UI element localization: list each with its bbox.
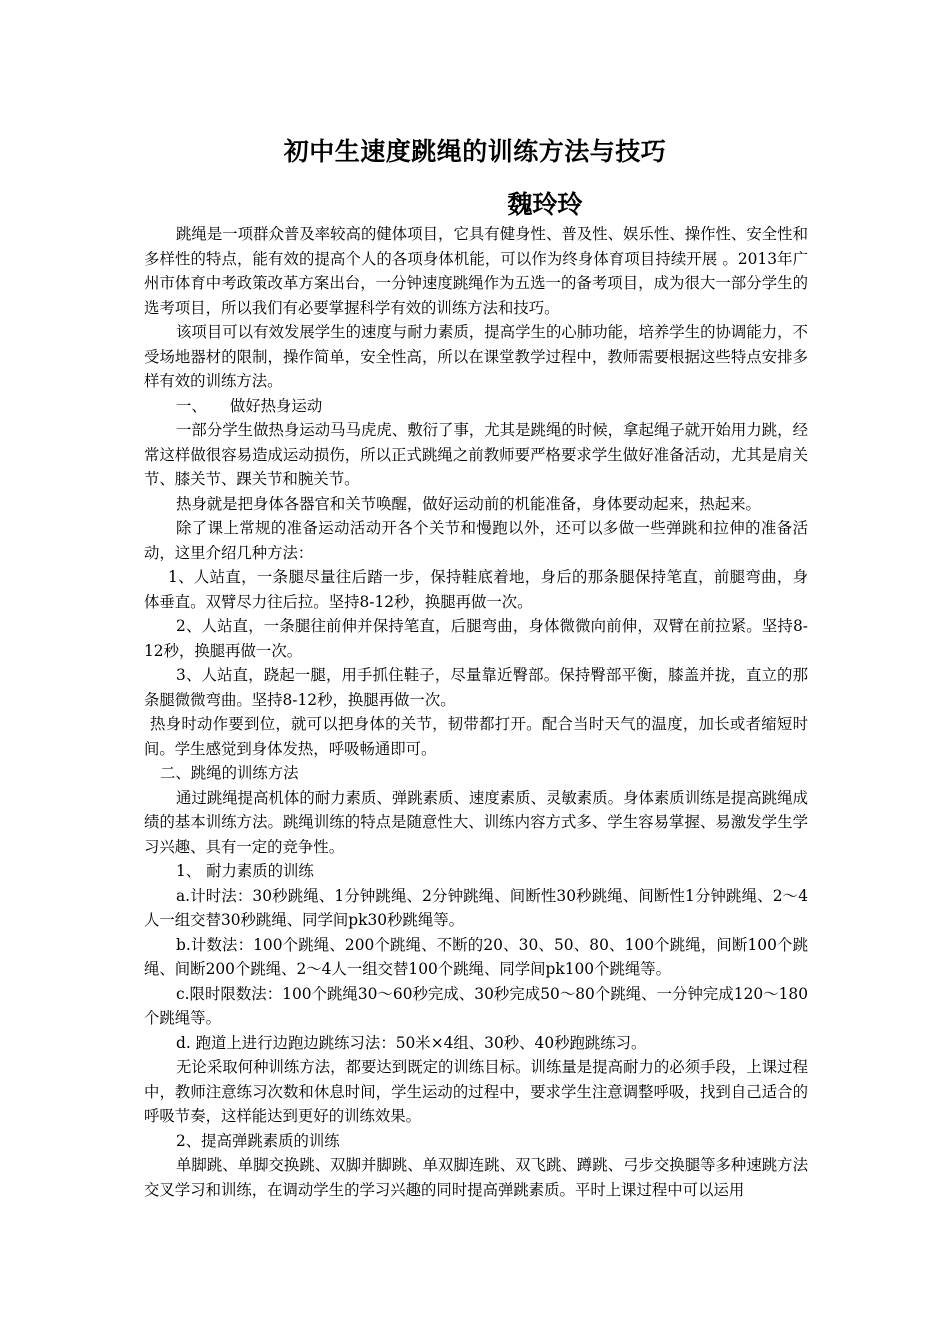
list-item: c.限时限数法：100个跳绳30～60秒完成、30秒完成50～80个跳绳、一分钟完成120～180个跳绳等。 xyxy=(144,984,808,1027)
paragraph: 无论采取何种训练方法，都要达到既定的训练目标。训练量是提高耐力的必须手段，上课过程中，教师注意练习次数和休息时间，学生运动的过程中，要求学生注意调整呼吸，找到自己适合的呼吸节奏，这样能达到更好的训练效果。 xyxy=(144,1058,808,1125)
list-item: 3、人站直，跷起一腿，用手抓住鞋子，尽量靠近臀部。保持臀部平衡，膝盖并拢，直立的那条腿微微弯曲。坚持8-12秒，换腿再做一次。 xyxy=(144,666,808,709)
paragraph: 除了课上常规的准备运动活动开各个关节和慢跑以外，还可以多做一些弹跳和拉伸的准备活动，这里介绍几种方法： xyxy=(144,519,808,562)
paragraph: 热身时动作要到位，就可以把身体的关节，韧带都打开。配合当时天气的温度，加长或者缩短时间。学生感觉到身体发热，呼吸畅通即可。 xyxy=(144,715,808,758)
paragraph: 一部分学生做热身运动马马虎虎、敷衍了事，尤其是跳绳的时候，拿起绳子就开始用力跳，经常这样做很容易造成运动损伤，所以正式跳绳之前教师要严格要求学生做好准备活动，尤其是肩关节、膝关节、踝关节和腕关节。 xyxy=(144,421,808,488)
section-heading: 二、跳绳的训练方法 xyxy=(160,764,299,782)
paragraph: 该项目可以有效发展学生的速度与耐力素质，提高学生的心肺功能，培养学生的协调能力，不受场地器材的限制，操作简单，安全性高，所以在课堂教学过程中，教师需要根据这些特点安排多样有效的训练方法。 xyxy=(144,323,808,390)
list-item: 1、人站直，一条腿尽量往后踏一步，保持鞋底着地，身后的那条腿保持笔直，前腿弯曲，身体垂直。双臂尽力往后拉。坚持8-12秒，换腿再做一次。 xyxy=(144,568,808,611)
paragraph: 跳绳是一项群众普及率较高的健体项目，它具有健身性、普及性、娱乐性、操作性、安全性和多样性的特点，能有效的提高个人的各项身体机能，可以作为终身体育项目持续开展 。2013年广州市体育中考政策改革方案出台，一分钟速度跳绳作为五选一的备考项目，成为很大一部分学生的选考项目，所以我们有必要掌握科学有效的训练方法和技巧。 xyxy=(144,225,808,317)
paragraph: 单脚跳、单脚交换跳、双脚并脚跳、单双脚连跳、双飞跳、蹲跳、弓步交换腿等多种速跳方法交叉学习和训练，在调动学生的学习兴趣的同时提高弹跳素质。平时上课过程中可以运用 xyxy=(144,1156,808,1199)
list-item: 2、人站直，一条腿往前伸并保持笔直，后腿弯曲，身体微微向前伸，双臂在前拉紧。坚持8-12秒，换腿再做一次。 xyxy=(144,617,808,660)
list-item: b.计数法：100个跳绳、200个跳绳、不断的20、30、50、80、100个跳绳，间断100个跳绳、间断200个跳绳、2～4人一组交替100个跳绳、同学间pk100个跳绳等。 xyxy=(144,935,808,978)
paragraph: 通过跳绳提高机体的耐力素质、弹跳素质、速度素质、灵敏素质。身体素质训练是提高跳绳成绩的基本训练方法。跳绳训练的特点是随意性大、训练内容方式多、学生容易掌握、易激发学生学习兴趣、具有一定的竞争性。 xyxy=(144,788,808,856)
document-title: 初中生速度跳绳的训练方法与技巧 xyxy=(283,137,667,166)
list-item: a.计时法：30秒跳绳、1分钟跳绳、2分钟跳绳、间断性30秒跳绳、间断性1分钟跳绳、2～4人一组交替30秒跳绳、同学间pk30秒跳绳等。 xyxy=(144,886,808,929)
document-author: 魏玲玲 xyxy=(507,190,583,219)
document-body xyxy=(144,222,808,1202)
subsection-heading: 1、 耐力素质的训练 xyxy=(176,862,314,880)
list-item: d. 跑道上进行边跑边跳练习法：50米×4组、30秒、40秒跑跳练习。 xyxy=(176,1033,647,1052)
section-heading: 一、 做好热身运动 xyxy=(176,396,323,415)
subsection-heading: 2、提高弹跳素质的训练 xyxy=(176,1131,340,1150)
paragraph: 热身就是把身体各器官和关节唤醒，做好运动前的机能准备，身体要动起来，热起来。 xyxy=(176,494,761,513)
